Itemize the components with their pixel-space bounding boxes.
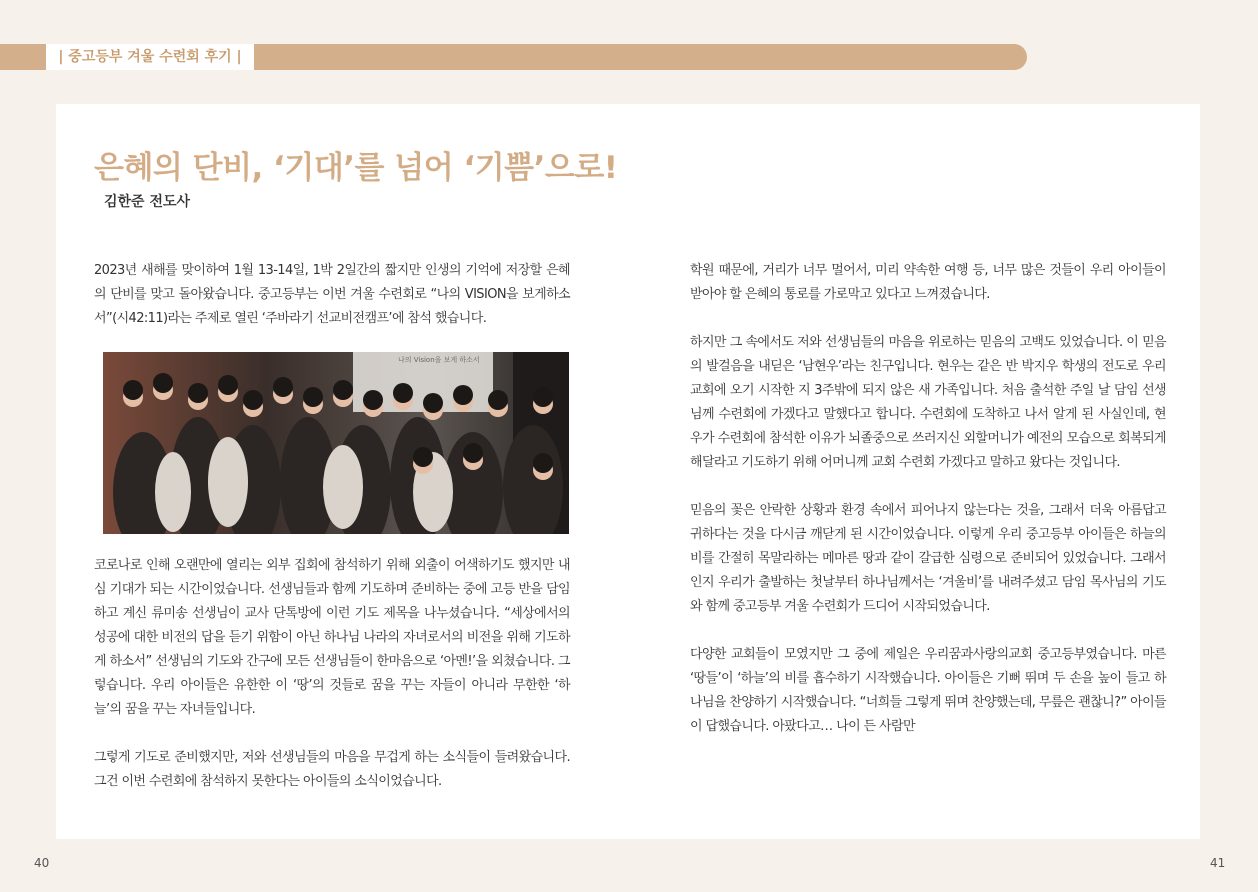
paragraph: 다양한 교회들이 모였지만 그 중에 제일은 우리꿈과사랑의교회 중고등부였습니다. 마른 ‘땅들’이 ‘하늘’의 비를 흡수하기 시작했습니다. 아이들은 기뻐 뛰며 두 손을 높이 들고 하나님을 찬양하기 시작했습니다. “너희들 그렇게 뛰며 찬양했는데, 무릎은 괜찮니?” 아이들이 답했습니다. 아팠다고… 나이 든 사람만 (690, 647, 1166, 734)
paragraph: 그렇게 기도로 준비했지만, 저와 선생님들의 마음을 무겁게 하는 소식들이 들려왔습니다. 그건 이번 수련회에 참석하지 못한다는 아이들의 소식이었습니다. (94, 750, 570, 789)
left-column-bottom (94, 554, 570, 818)
section-label: | 중고등부 겨울 수련회 후기 | (46, 44, 254, 70)
paragraph: 믿음의 꽃은 안락한 상황과 환경 속에서 피어나지 않는다는 것을, 그래서 더욱 아름답고 귀하다는 것을 다시금 깨닫게 된 시간이었습니다. 이렇게 우리 중고등부 아이들은 하늘의 비를 간절히 목말라하는 메마른 땅과 같이 갈급한 심령으로 준비되어 있었습니다. 그래서인지 우리가 출발하는 첫날부터 하나님께서는 ‘겨울비’를 내려주셨고 담임 목사님의 기도와 함께 중고등부 겨울 수련회가 드디어 시작되었습니다. (690, 503, 1166, 614)
article-author: 김한준 전도사 (104, 194, 191, 210)
paragraph: 하지만 그 속에서도 저와 선생님들의 마음을 위로하는 믿음의 고백도 있었습니다. 이 믿음의 발걸음을 내딛은 ‘남현우’라는 친구입니다. 현우는 같은 반 박지우 학생의 전도로 우리 교회에 오기 시작한 지 3주밖에 되지 않은 새 가족입니다. 처음 출석한 주일 날 담임 선생님께 수련회에 가겠다고 말했다고 합니다. 수련회에 도착하고 나서 알게 된 사실인데, 현우가 수련회에 참석한 이유가 뇌졸중으로 쓰러지신 외할머니가 예전의 모습으로 회복되게 해달라고 기도하기 위해 어머니께 교회 수련회 가겠다고 말하고 왔다는 것입니다. (690, 335, 1166, 470)
paragraph: 코로나로 인해 오랜만에 열리는 외부 집회에 참석하기 위해 외출이 어색하기도 했지만 내심 기대가 되는 시간이었습니다. 선생님들과 함께 기도하며 준비하는 중에 고등 반을 담임하고 계신 류미송 선생님이 교사 단톡방에 이런 기도 제목을 나누셨습니다. “세상에서의 성공에 대한 비전의 답을 듣기 위함이 아닌 하나님 나라의 자녀로서의 비전을 위해 기도하게 하소서” 선생님의 기도와 간구에 모든 선생님들이 한마음으로 ‘아멘!’을 외쳤습니다. 그렇습니다. 우리 아이들은 유한한 이 ‘땅’의 것들로 꿈을 꾸는 자들이 아니라 무한한 ‘하늘’의 꿈을 꾸는 자녀들입니다. (94, 558, 570, 717)
paragraph: 2023년 새해를 맞이하여 1월 13-14일, 1박 2일간의 짧지만 인생의 기억에 저장할 은혜의 단비를 맞고 돌아왔습니다. 중고등부는 이번 겨울 수련회로 “나의 VISION을 보게하소서”(시42:11)라는 주제로 열린 ‘주바라기 선교비전캠프’에 참석 했습니다. (94, 263, 570, 326)
right-column (690, 259, 1166, 763)
photo-banner-text: 나의 Vision을 보게 하소서 (398, 356, 480, 364)
page-number-right: 41 (1210, 856, 1226, 870)
page-number-left: 40 (34, 856, 50, 870)
paragraph: 학원 때문에, 거리가 너무 멀어서, 미리 약속한 여행 등, 너무 많은 것들이 우리 아이들이 받아야 할 은혜의 통로를 가로막고 있다고 느껴졌습니다. (690, 263, 1166, 302)
group-photo (103, 352, 569, 534)
left-column-top (94, 259, 570, 355)
article-title: 은혜의 단비, ‘기대’를 넘어 ‘기쁨’으로! (94, 150, 618, 186)
